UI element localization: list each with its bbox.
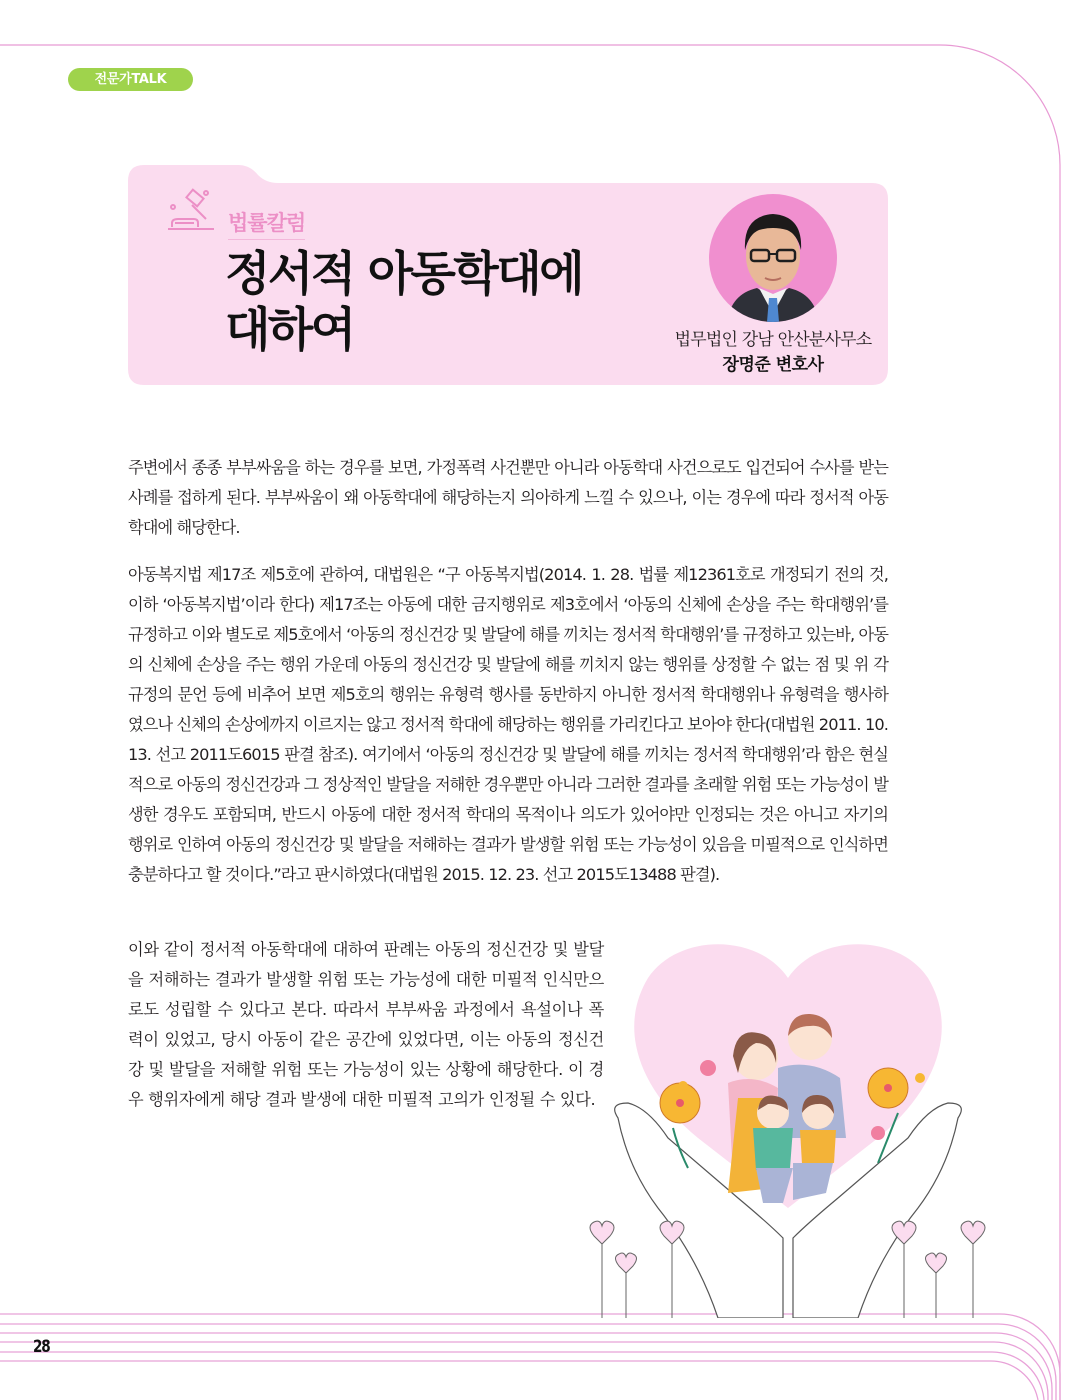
family-in-hands-heart-illustration	[578, 938, 998, 1318]
author-photo	[709, 194, 837, 322]
paragraph-2: 아동복지법 제17조 제5호에 관하여, 대법원은 “구 아동복지법(2014. 1. 28. 법률 제12361호로 개정되기 전의 것, 이하 ‘아동복지법’이라 한다) 제17조는 아동에 대한 금지행위로 제3호에서 ‘아동의 신체에 손상을 주는 학대행위’를 규정하고 이와 별도로 제5호에서 ‘아동의 정신건강 및 발달에 해를 끼치는 정서적 학대행위’를 규정하고 있는바, 아동의 신체에 손상을 주는 행위 가운데 아동의 정신건강 및 발달에 해를 끼치지 않는 행위를 상정할 수 없는 점 및 위 각 규정의 문언 등에 비추어 보면 제5호의 행위는 유형력 행사를 동반하지 아니한 정서적 학대행위나 유형력을 행사하였으나 신체의 손상에까지 이르지는 않고 정서적 학대에 해당하는 행위를 가리킨다고 보아야 한다(대법원 2011. 10. 13. 선고 2011도6015 판결 참조). 여기에서 ‘아동의 정신건강 및 발달에 해를 끼치는 정서적 학대행위’라 함은 현실적으로 아동의 정신건강과 그 정상적인 발달을 저해한 경우뿐만 아니라 그러한 결과를 초래할 위험 또는 가능성이 발생한 경우도 포함되며, 반드시 아동에 대한 정서적 학대의 목적이나 의도가 있어야만 인정되는 것은 아니고 자기의 행위로 인하여 아동의 정신건강 및 발달을 저해하는 결과가 발생할 위험 또는 가능성이 있음을 미필적으로 인식하면 충분하다고 할 것이다.”라고 판시하였다(대법원 2015. 12. 23. 선고 2015도13488 판결).	[128, 565, 888, 884]
small-heart-icons	[590, 1221, 985, 1318]
page-number: 28	[33, 1337, 50, 1357]
title-line-2: 대하여	[225, 303, 354, 358]
gavel-icon	[166, 187, 218, 235]
paragraph-1: 주변에서 종종 부부싸움을 하는 경우를 보면, 가정폭력 사건뿐만 아니라 아동학대 사건으로도 입건되어 수사를 받는 사례를 접하게 된다. 부부싸움이 왜 아동학대에 해당하는지 의아하게 느낄 수 있으나, 이는 경우에 따라 정서적 아동학대에 해당한다.	[128, 458, 888, 537]
title-line-1: 정서적 아동학대에	[225, 247, 583, 302]
author-organization: 법무법인 강남 안산분사무소	[674, 330, 872, 350]
article-title	[225, 247, 582, 359]
section-tag: 전문가TALK	[68, 68, 193, 91]
author-portrait-icon	[709, 194, 837, 322]
author-name: 장명준 변호사	[722, 355, 824, 375]
paragraph-3: 이와 같이 정서적 아동학대에 대하여 판례는 아동의 정신건강 및 발달을 저해하는 결과가 발생할 위험 또는 가능성에 대한 미필적 인식만으로도 성립할 수 있다고 본다. 따라서 부부싸움 과정에서 욕설이나 폭력이 있었고, 당시 아동이 같은 공간에 있었다면, 이는 아동의 정신건강 및 발달을 저해할 위험 또는 가능성이 있는 상황에 해당한다. 이 경우 행위자에게 해당 결과 발생에 대한 미필적 고의가 인정될 수 있다.	[128, 940, 604, 1109]
article-header-card	[128, 165, 888, 385]
column-label: 법률칼럼	[228, 207, 305, 240]
